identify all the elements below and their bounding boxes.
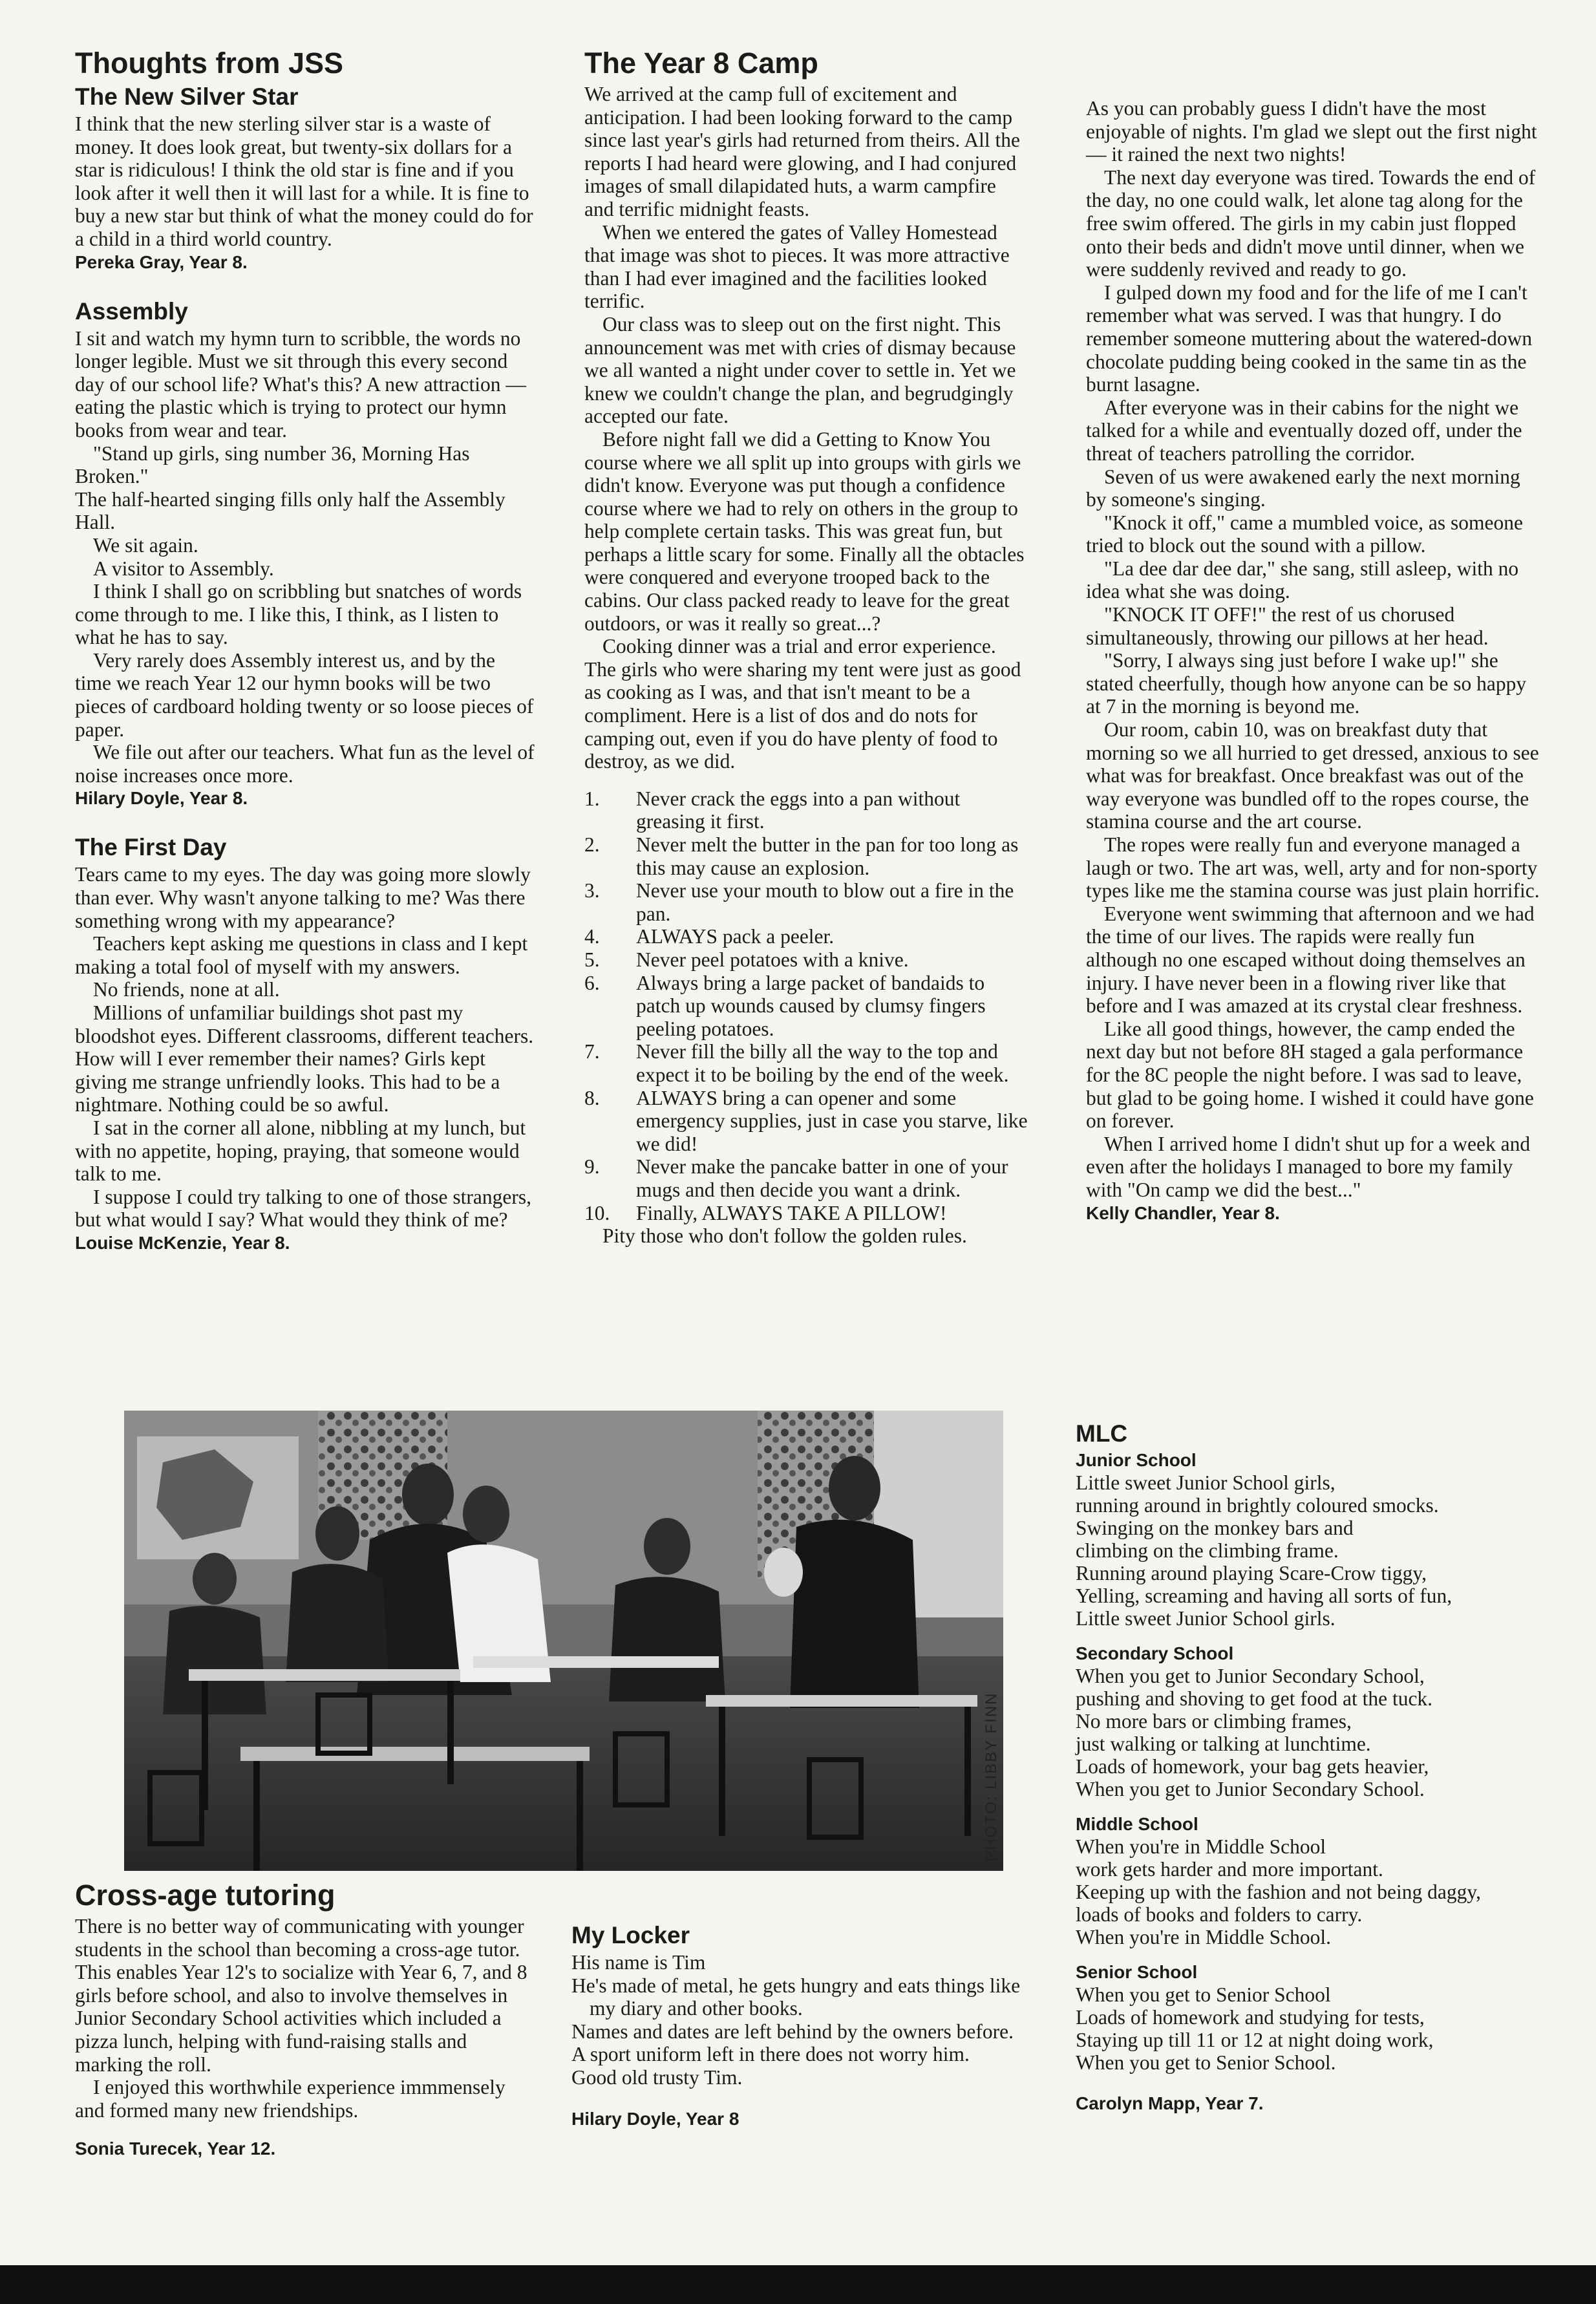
assembly-p4: We sit again.: [93, 533, 198, 557]
camp-p3: Our class was to sleep out on the first night. This announcement was met with cries of dismay because we all wanted a night under cover to settle in. Yet we knew we couldn't change the plan, and begrudgingly accepted our fate.: [584, 312, 1016, 428]
camp-c3-p2: The next day everyone was tired. Towards the end of the day, no one could walk, let alone tag along for the free swim offered. The girls in my cabin just flopped onto their beds and didn't move until dinner, when we were suddenly revived and ready to go.: [1086, 165, 1536, 281]
mlc-line: Yelling, screaming and having all sorts of fun,: [1076, 1584, 1452, 1607]
camp-rule-item: [584, 1087, 1028, 1156]
camp-rule-item: [584, 787, 1028, 833]
camp-rule-text: Always bring a large packet of bandaids to patch up wounds caused by clumsy fingers peeling potatoes.: [636, 971, 986, 1040]
classroom-photo: [124, 1411, 1003, 1871]
camp-rule-number: 9.: [584, 1155, 600, 1179]
mlc-line: pushing and shoving to get food at the tuck.: [1076, 1687, 1433, 1710]
camp-rule-item: [584, 925, 1028, 948]
camp-closing: Pity those who don't follow the golden rules.: [602, 1224, 967, 1248]
camp-c3-p4: After everyone was in their cabins for the night we talked for a while and eventually dozed off, under the threat of teachers patrolling the corridor.: [1086, 396, 1522, 465]
first-day-p4: Millions of unfamiliar buildings shot past my bloodshot eyes. Different classrooms, different teachers. How will I ever remember their names? Girls kept giving me strange unfriendly looks. This had to be a nightmare. Nothing could be so awful.: [75, 1001, 534, 1116]
silver-star-text: I think that the new sterling silver star is a waste of money. It does look great, but twenty-six dollars for a star is ridiculous! I think the old star is fine and if you look after it well then it will last for a while. It is fine to buy a new star but think of what the money could do for a child in a third world country.: [75, 112, 533, 250]
mlc-line: work gets harder and more important.: [1076, 1858, 1383, 1881]
mlc-junior-heading: Junior School: [1076, 1450, 1197, 1470]
mlc-line: When you get to Senior School.: [1076, 2051, 1336, 2074]
mlc-line: Swinging on the monkey bars and: [1076, 1517, 1354, 1539]
cross-age-title: Cross-age tutoring: [75, 1879, 335, 1912]
camp-rule-text: ALWAYS pack a peeler.: [636, 925, 835, 948]
assembly-byline: Hilary Doyle, Year 8.: [75, 788, 248, 809]
assembly-p8: We file out after our teachers. What fun as the level of noise increases once more.: [75, 741, 535, 787]
mlc-title: MLC: [1076, 1420, 1128, 1447]
classroom-photo-image: [124, 1411, 1003, 1871]
mlc-line: Keeping up with the fashion and not being daggy,: [1076, 1881, 1481, 1903]
cross-age-p2: I enjoyed this worthwhile experience immmensely and formed many new friendships.: [75, 2076, 505, 2122]
camp-rule-text: Never peel potatoes with a knive.: [636, 948, 909, 971]
photo-credit: PHOTO: LIBBY FINN: [983, 1692, 1000, 1862]
camp-rule-text: Never make the pancake batter in one of your mugs and then decide you want a drink.: [636, 1155, 1008, 1201]
camp-title: The Year 8 Camp: [584, 47, 818, 80]
scan-edge-bar: [0, 2265, 1596, 2304]
camp-rule-text: Never crack the eggs into a pan without greasing it first.: [636, 787, 961, 833]
camp-rule-text: Never fill the billy all the way to the top and expect it to be boiling by the end of the week.: [636, 1040, 1009, 1086]
camp-rule-number: 5.: [584, 948, 600, 971]
camp-rule-text: ALWAYS bring a can opener and some emergency supplies, just in case you starve, like we did!: [636, 1086, 1028, 1155]
mlc-line: Staying up till 11 or 12 at night doing work,: [1076, 2029, 1434, 2051]
camp-c3-p11: The ropes were really fun and everyone managed a laugh or two. The art was, well, arty and for non-sporty types like me the stamina course was just plain horrific.: [1086, 833, 1540, 902]
camp-rule-number: 4.: [584, 925, 600, 948]
assembly-p1: I sit and watch my hymn turn to scribble, the words no longer legible. Must we sit through this every second day of our school life? What's this? A new attraction — eating the plastic which is trying to protect our hymn books from wear and tear.: [75, 326, 526, 442]
camp-c3-p12: Everyone went swimming that afternoon and we had the time of our lives. The rapids were really fun although no one escaped without doing themselves an injury. I have never been in a flowing river like that before and I was amazed at its crystal clear freshness.: [1086, 902, 1535, 1018]
mlc-line: just walking or talking at lunchtime.: [1076, 1733, 1371, 1755]
locker-byline: Hilary Doyle, Year 8: [571, 2108, 739, 2129]
first-day-p1: Tears came to my eyes. The day was going more slowly than ever. Why wasn't anyone talking to me? Was there something wrong with my appearance?: [75, 863, 531, 932]
camp-rule-number: 2.: [584, 833, 600, 856]
camp-c3-p10: Our room, cabin 10, was on breakfast duty that morning so we all hurried to get dressed, anxious to see what was for breakfast. Once breakfast was out of the way everyone was bundled off to the ropes course, the stamina course and the art course.: [1086, 718, 1539, 833]
locker-line: A sport uniform left in there does not worry him.: [571, 2043, 970, 2066]
mlc-line: Little sweet Junior School girls,: [1076, 1471, 1335, 1494]
first-day-p3: No friends, none at all.: [93, 978, 280, 1001]
mlc-line: Little sweet Junior School girls.: [1076, 1607, 1335, 1630]
camp-rule-item: [584, 1040, 1028, 1086]
mlc-section: [1076, 1420, 1541, 2115]
camp-c3-p8: "KNOCK IT OFF!" the rest of us chorused simultaneously, throwing our pillows at her head.: [1086, 603, 1489, 649]
mlc-line: No more bars or climbing frames,: [1076, 1710, 1352, 1733]
camp-rule-item: [584, 972, 1028, 1041]
camp-c3-p6: "Knock it off," came a mumbled voice, as someone tried to block out the sound with a pillow.: [1086, 511, 1523, 557]
locker-title: My Locker: [571, 1922, 690, 1948]
first-day-heading: The First Day: [75, 834, 227, 861]
camp-rule-item: [584, 1202, 1028, 1225]
camp-c3-p13: Like all good things, however, the camp ended the next day but not before 8H staged a gala performance for the 8C people the night before. I was sad to leave, but glad to be going home. I wished it could have gone on forever.: [1086, 1017, 1534, 1133]
cross-age-section: [75, 1879, 535, 2160]
camp-c3-p3: I gulped down my food and for the life of me I can't remember what was served. I was that hungry. I do remember someone muttering about the watered-down chocolate pudding being cooked in the same tin as the burnt lasagne.: [1086, 281, 1533, 396]
camp-rule-number: 7.: [584, 1040, 600, 1063]
first-day-p2: Teachers kept asking me questions in class and I kept making a total fool of myself with my answers.: [75, 932, 528, 978]
camp-rule-text: Finally, ALWAYS TAKE A PILLOW!: [636, 1201, 947, 1224]
mlc-senior-heading: Senior School: [1076, 1962, 1198, 1982]
mlc-line: running around in brightly coloured smocks.: [1076, 1494, 1439, 1517]
first-day-p6: I suppose I could try talking to one of those strangers, but what would I say? What would they think of me?: [75, 1185, 531, 1232]
camp-rule-number: 6.: [584, 971, 600, 994]
mlc-line: When you're in Middle School.: [1076, 1926, 1331, 1948]
camp-rule-item: [584, 879, 1028, 925]
camp-rule-number: 10.: [584, 1201, 610, 1224]
camp-rule-text: Never melt the butter in the pan for too long as this may cause an explosion.: [636, 833, 1019, 879]
first-day-p5: I sat in the corner all alone, nibbling at my lunch, but with no appetite, hoping, praying, that someone would talk to me.: [75, 1116, 526, 1186]
locker-line: Good old trusty Tim.: [571, 2065, 743, 2089]
camp-p5: Cooking dinner was a trial and error experience. The girls who were sharing my tent were just as good as cooking as I was, and that isn't meant to be a compliment. Here is a list of dos and do nots for camping out, even if you do have plenty of food to destroy, as we did.: [584, 635, 1021, 773]
assembly-p7: Very rarely does Assembly interest us, and by the time we reach Year 12 our hymn books will be two pieces of cardboard holding twenty or so loose pieces of paper.: [75, 648, 534, 741]
locker-line: Names and dates are left behind by the owners before.: [571, 2020, 1014, 2043]
camp-rules-list: [584, 787, 1028, 1224]
camp-rule-item: [584, 1155, 1028, 1201]
locker-line: His name is Tim: [571, 1951, 706, 1974]
camp-p4: Before night fall we did a Getting to Know You course where we all split up into groups with girls we didn't know. Everyone was put though a confidence course where we had to rely on others in the group to help complete certain tasks. This was great fun, but perhaps a little scary for some. Finally all the obtacles were conquered and everyone trooped back to the cabins. Our class packed ready to leave for the great outdoors, or was it really so great...?: [584, 427, 1025, 635]
camp-c3-p14: When I arrived home I didn't shut up for a week and even after the holidays I managed to bore my family with "On camp we did the best...": [1086, 1132, 1531, 1201]
camp-c3-p9: "Sorry, I always sing just before I wake up!" she stated cheerfully, though how anyone can be so happy at 7 in the morning is beyond me.: [1086, 649, 1527, 718]
mlc-line: loads of books and folders to carry.: [1076, 1903, 1363, 1926]
assembly-p6: I think I shall go on scribbling but snatches of words come through to me. I like this, I think, as I listen to what he has to say.: [75, 580, 522, 649]
assembly-p3: The half-hearted singing fills only half the Assembly Hall.: [75, 487, 505, 534]
silver-star-heading: The New Silver Star: [75, 83, 299, 110]
camp-rule-item: [584, 948, 1028, 972]
mlc-line: Loads of homework, your bag gets heavier,: [1076, 1755, 1429, 1778]
jss-column: [75, 47, 535, 1255]
silver-star-byline: Pereka Gray, Year 8.: [75, 251, 248, 272]
mlc-line: When you get to Junior Secondary School,: [1076, 1665, 1425, 1687]
mlc-byline: Carolyn Mapp, Year 7.: [1076, 2093, 1264, 2113]
jss-title: Thoughts from JSS: [75, 47, 343, 80]
locker-line: He's made of metal, he gets hungry and eats things like my diary and other books.: [571, 1974, 1021, 2020]
camp-p1: We arrived at the camp full of excitement and anticipation. I had been looking forward to the camp since last year's girls had returned from theirs. All the reports I had heard were glowing, and I had conjured images of small dilapidated huts, a warm campfire and terrific midnight feasts.: [584, 83, 1020, 220]
mlc-secondary-heading: Secondary School: [1076, 1643, 1234, 1663]
mlc-line: Loads of homework and studying for tests,: [1076, 2006, 1425, 2029]
camp-column: [584, 47, 1028, 1248]
camp-byline: Kelly Chandler, Year 8.: [1086, 1202, 1280, 1223]
assembly-p5: A visitor to Assembly.: [93, 557, 274, 580]
camp-rule-text: Never use your mouth to blow out a fire in the pan.: [636, 879, 1014, 925]
camp-c3-p5: Seven of us were awakened early the next morning by someone's singing.: [1086, 465, 1520, 511]
camp-rule-item: [584, 833, 1028, 879]
camp-p2: When we entered the gates of Valley Homestead that image was shot to pieces. It was more attractive than I had ever imagined and the facilities looked terrific.: [584, 220, 1010, 313]
mlc-line: climbing on the climbing frame.: [1076, 1539, 1339, 1562]
camp-rule-number: 3.: [584, 879, 600, 902]
mlc-line: When you're in Middle School: [1076, 1835, 1326, 1858]
mlc-line: When you get to Senior School: [1076, 1983, 1331, 2006]
mlc-line: Running around playing Scare-Crow tiggy,: [1076, 1562, 1427, 1584]
camp-c3-p1: As you can probably guess I didn't have the most enjoyable of nights. I'm glad we slept out the first night — it rained the next two nights!: [1086, 97, 1537, 166]
locker-section: [571, 1921, 1037, 2131]
camp-c3-p7: "La dee dar dee dar," she sang, still asleep, with no idea what she was doing.: [1086, 557, 1519, 603]
camp-continued-column: [1086, 97, 1542, 1225]
assembly-p2: "Stand up girls, sing number 36, Morning Has Broken.": [75, 442, 470, 488]
first-day-byline: Louise McKenzie, Year 8.: [75, 1232, 290, 1253]
camp-rule-number: 1.: [584, 787, 600, 810]
cross-age-byline: Sonia Turecek, Year 12.: [75, 2139, 276, 2159]
cross-age-p1: There is no better way of communicating with younger students in the school than becoming a cross-age tutor. This enables Year 12's to socialize with Year 6, 7, and 8 girls before school, and also to involve themselves in Junior Secondary School activities which included a pizza lunch, helping with fund-raising stalls and marking the roll.: [75, 1915, 527, 2076]
mlc-line: When you get to Junior Secondary School.: [1076, 1778, 1425, 1800]
assembly-heading: Assembly: [75, 297, 188, 325]
mlc-middle-heading: Middle School: [1076, 1814, 1198, 1834]
camp-rule-number: 8.: [584, 1086, 600, 1109]
